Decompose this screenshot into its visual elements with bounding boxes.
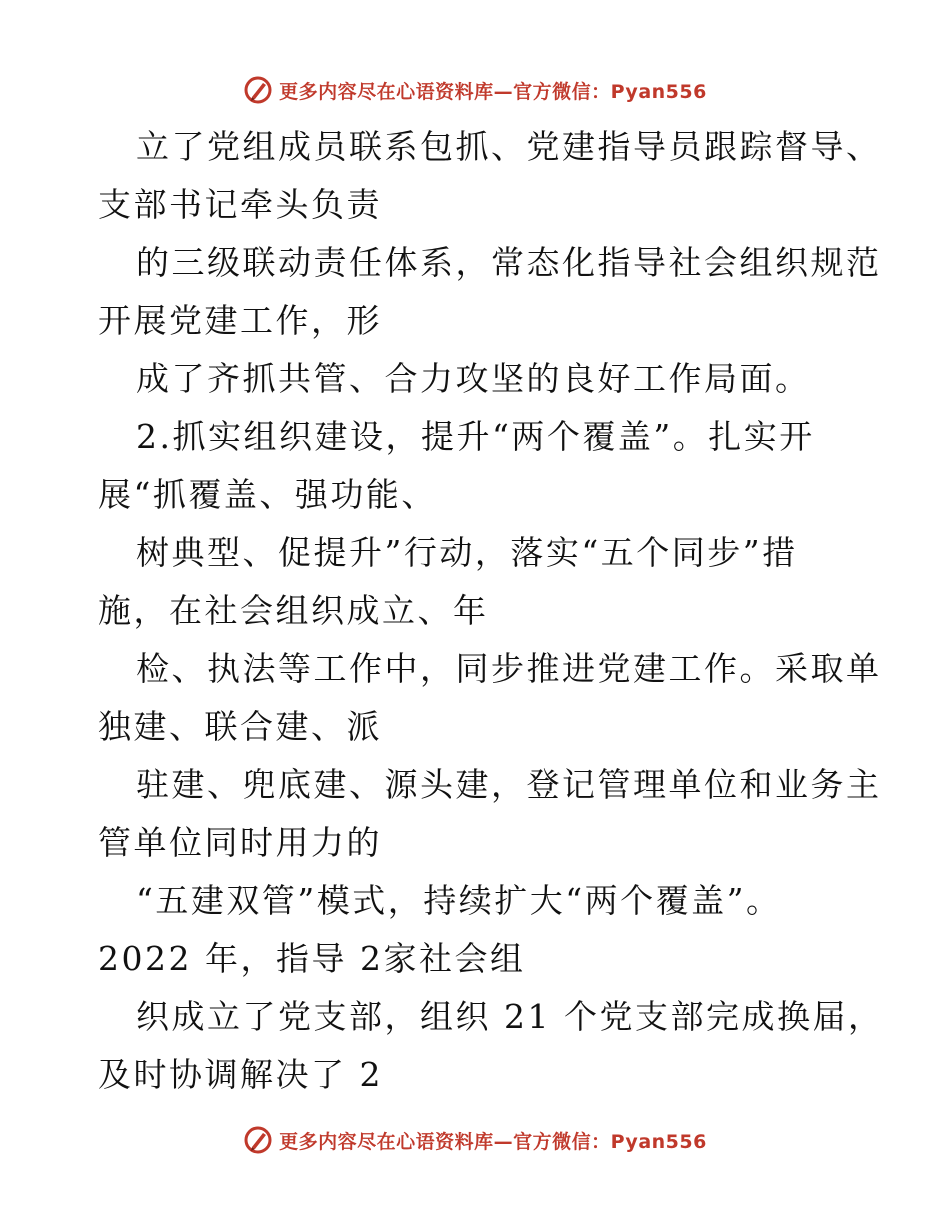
text-line: 驻建、兜底建、源头建，登记管理单位和业务主 — [136, 765, 882, 804]
pen-in-circle-icon — [243, 75, 273, 105]
text-line: 成了齐抓共管、合力攻坚的良好工作局面。 — [136, 359, 811, 398]
document-body — [98, 118, 884, 1104]
text-line: 开展党建工作，形 — [98, 301, 382, 340]
footer-banner-text: 更多内容尽在心语资料库—官方微信：Pyan556 — [279, 1130, 707, 1153]
text-line: 织成立了党支部，组织 21 个党支部完成换届， — [136, 997, 884, 1036]
text-line: 支部书记牵头负责 — [98, 185, 382, 224]
text-line: 的三级联动责任体系，常态化指导社会组织规范 — [136, 243, 882, 282]
text-line: 管单位同时用力的 — [98, 823, 382, 862]
text-line: 施，在社会组织成立、年 — [98, 591, 489, 630]
text-line: 2022 年，指导 2家社会组 — [98, 939, 526, 978]
header-banner-text: 更多内容尽在心语资料库—官方微信：Pyan556 — [279, 80, 707, 103]
footer-banner — [0, 1120, 950, 1160]
text-line: 2.抓实组织建设，提升“两个覆盖”。扎实开 — [136, 417, 815, 456]
text-line: 立了党组成员联系包抓、党建指导员跟踪督导、 — [136, 127, 882, 166]
header-banner — [0, 70, 950, 110]
text-line: 独建、联合建、派 — [98, 707, 382, 746]
text-line: 树典型、促提升”行动，落实“五个同步”措 — [136, 533, 798, 572]
pen-in-circle-icon — [243, 1125, 273, 1155]
text-line: 展“抓覆盖、强功能、 — [98, 475, 437, 514]
text-line: “五建双管”模式，持续扩大“两个覆盖”。 — [136, 881, 782, 920]
text-line: 检、执法等工作中，同步推进党建工作。采取单 — [136, 649, 882, 688]
text-line: 及时协调解决了 2 — [98, 1055, 383, 1094]
